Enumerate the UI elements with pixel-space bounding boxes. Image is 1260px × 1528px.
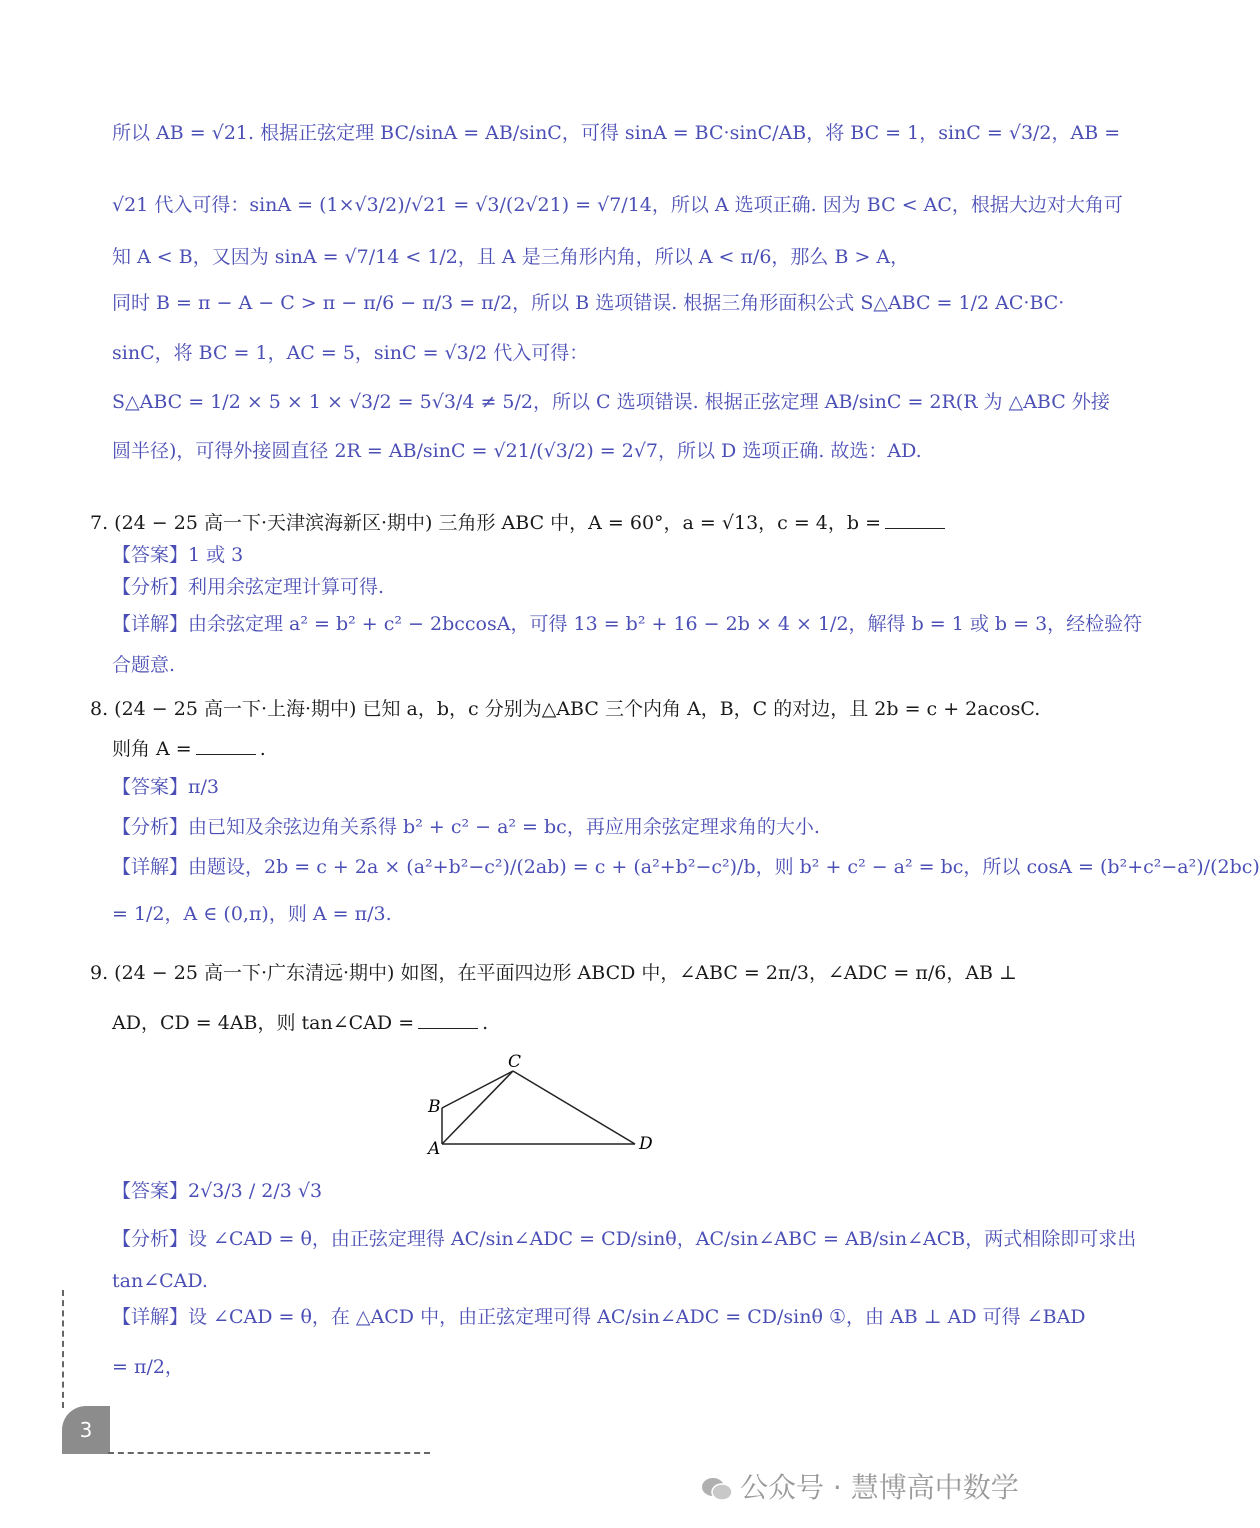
- question-8: 8. (24 − 25 高一下·上海·期中) 已知 a，b，c 分别为△ABC 三个内角 A，B，C 的对边，且 2b = c + 2acosC.: [90, 698, 1041, 720]
- q8-answer: 【答案】π/3: [112, 776, 219, 798]
- q8-detail: 【详解】由题设，2b = c + 2a × (a²+b²−c²)/(2ab) = c + (a²+b²−c²)/b，则 b² + c² − a² = bc，所以 cosA = (b²+c²−a²)/(2bc): [112, 856, 1260, 878]
- solution-line-5: sinC，将 BC = 1，AC = 5，sinC = √3/2 代入可得：: [112, 342, 589, 364]
- edge-cd: [513, 1071, 635, 1144]
- q8-detail-2: = 1/2，A ∈ (0,π)，则 A = π/3.: [112, 903, 392, 925]
- solution-line-1: 所以 AB = √21. 根据正弦定理 BC/sinA = AB/sinC，可得 sinA = BC·sinC/AB，将 BC = 1，sinC = √3/2，AB =: [112, 122, 1121, 144]
- question-9-cont: AD，CD = 4AB，则 tan∠CAD = .: [112, 1012, 489, 1034]
- answer-blank: [418, 1010, 478, 1029]
- q9-detail-2: = π/2，: [112, 1356, 184, 1378]
- q7-detail-2: 合题意.: [112, 654, 176, 676]
- q7-answer: 【答案】1 或 3: [112, 544, 244, 566]
- margin-dash-horizontal: [108, 1452, 430, 1454]
- question-8-cont: 则角 A = .: [112, 738, 266, 760]
- answer-blank: [196, 736, 256, 755]
- solution-line-4: 同时 B = π − A − C > π − π/6 − π/3 = π/2，所以 B 选项错误. 根据三角形面积公式 S△ABC = 1/2 AC·BC·: [112, 292, 1065, 314]
- q7-detail: 【详解】由余弦定理 a² = b² + c² − 2bccosA，可得 13 = b² + 16 − 2b × 4 × 1/2，解得 b = 1 或 b = 3，经检验符: [112, 613, 1143, 635]
- edge-bc: [442, 1071, 513, 1108]
- q9-analysis-2: tan∠CAD.: [112, 1270, 208, 1292]
- q9-detail: 【详解】设 ∠CAD = θ，在 △ACD 中，由正弦定理可得 AC/sin∠ADC = CD/sinθ ①，由 AB ⊥ AD 可得 ∠BAD: [112, 1306, 1086, 1328]
- page-number: 3: [62, 1406, 110, 1454]
- solution-line-2: √21 代入可得：sinA = (1×√3/2)/√21 = √3/(2√21) = √7/14，所以 A 选项正确. 因为 BC < AC，根据大边对大角可: [112, 194, 1123, 216]
- q7-analysis: 【分析】利用余弦定理计算可得.: [112, 576, 385, 598]
- label-a: A: [428, 1139, 441, 1159]
- solution-line-7: 圆半径)，可得外接圆直径 2R = AB/sinC = √21/(√3/2) = 2√7，所以 D 选项正确. 故选：AD.: [112, 440, 922, 462]
- watermark: 公众号 · 慧博高中数学: [700, 1466, 1019, 1506]
- q9-answer: 【答案】2√3/3 / 2/3 √3: [112, 1180, 323, 1202]
- label-b: B: [428, 1097, 441, 1117]
- question-9: 9. (24 − 25 高一下·广东清远·期中) 如图，在平面四边形 ABCD 中，∠ABC = 2π/3，∠ADC = π/6，AB ⊥: [90, 962, 1017, 984]
- label-d: D: [639, 1134, 653, 1154]
- margin-dash-vertical: [62, 1290, 64, 1408]
- label-c: C: [508, 1052, 522, 1072]
- q9-analysis: 【分析】设 ∠CAD = θ，由正弦定理得 AC/sin∠ADC = CD/sinθ，AC/sin∠ABC = AB/sin∠ACB，两式相除即可求出: [112, 1228, 1137, 1250]
- quadrilateral-diagram: [420, 1050, 660, 1160]
- solution-line-3: 知 A < B，又因为 sinA = √7/14 < 1/2，且 A 是三角形内角，所以 A < π/6，那么 B > A，: [112, 246, 910, 268]
- answer-blank: [885, 510, 945, 529]
- solution-line-6: S△ABC = 1/2 × 5 × 1 × √3/2 = 5√3/4 ≠ 5/2，所以 C 选项错误. 根据正弦定理 AB/sinC = 2R(R 为 △ABC 外接: [112, 391, 1110, 413]
- q8-analysis: 【分析】由已知及余弦边角关系得 b² + c² − a² = bc，再应用余弦定理求角的大小.: [112, 816, 820, 838]
- edge-ac: [442, 1071, 513, 1144]
- question-7: 7. (24 − 25 高一下·天津滨海新区·期中) 三角形 ABC 中，A = 60°，a = √13，c = 4，b =: [90, 510, 949, 535]
- wechat-icon: [700, 1476, 734, 1502]
